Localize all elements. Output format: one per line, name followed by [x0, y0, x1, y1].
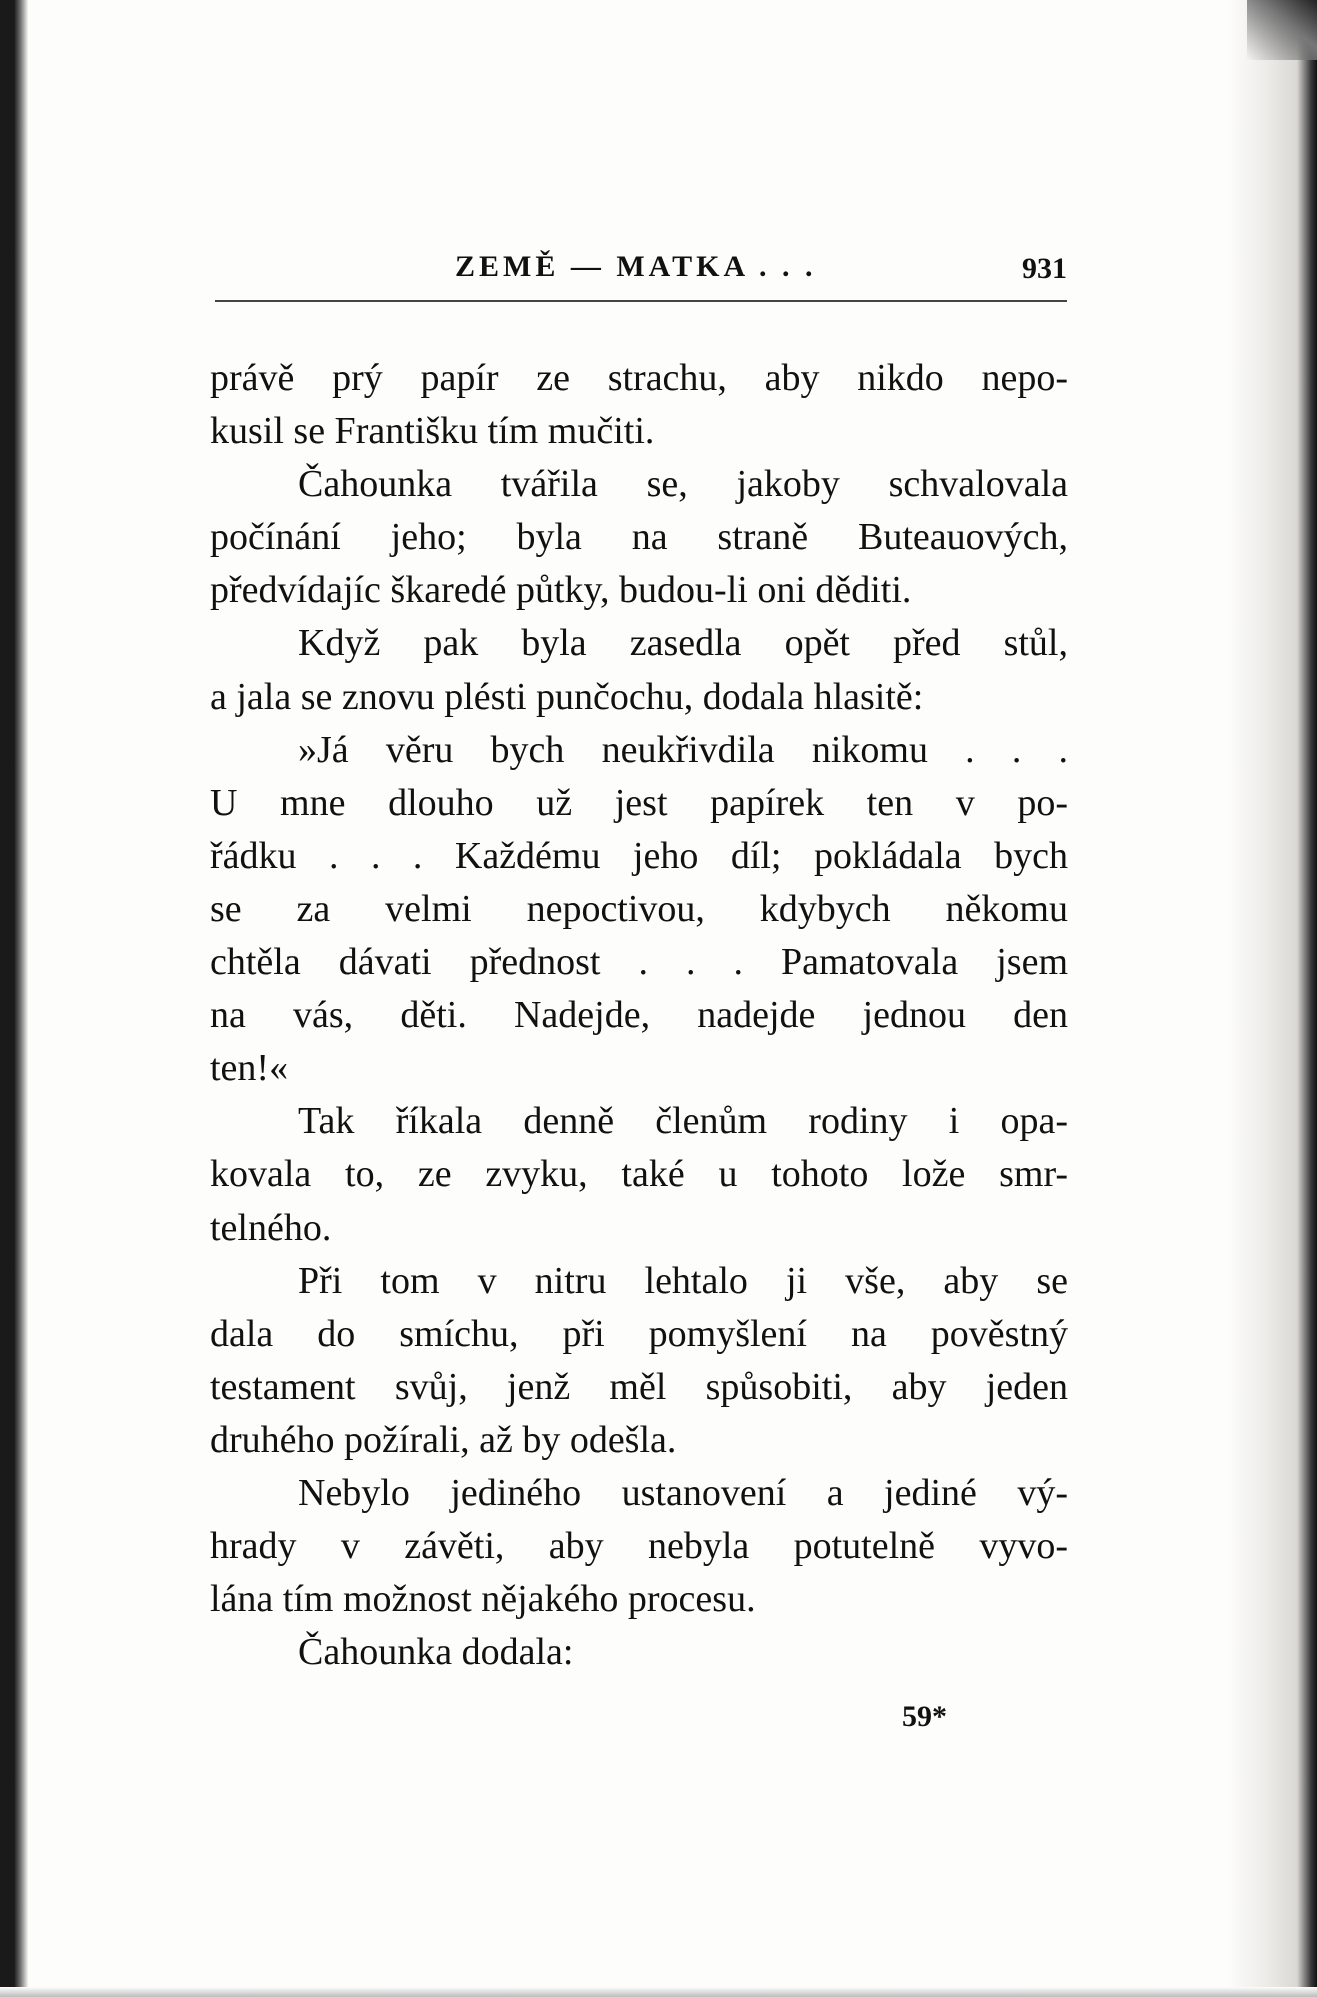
text-line: druhého požírali, až by odešla. — [210, 1418, 677, 1461]
text-line: Čahounka tvářila se, jakoby schvalovala — [298, 463, 1068, 506]
text-line: kovala to, ze zvyku, také u tohoto lože smr- — [210, 1153, 1068, 1196]
text-line: se za velmi nepoctivou, kdybych někomu — [210, 887, 1068, 930]
page-number: 931 — [1022, 252, 1067, 285]
text-line: a jala se znovu plésti punčochu, dodala hlasitě: — [210, 675, 924, 718]
text-line: Při tom v nitru lehtalo ji vše, aby se — [298, 1259, 1068, 1302]
text-line: chtěla dávati přednost . . . Pamatovala jsem — [210, 941, 1068, 984]
page-corner-shadow — [1247, 0, 1317, 60]
page-edge-bottom — [0, 1987, 1317, 1997]
text-line: na vás, děti. Nadejde, nadejde jednou den — [210, 994, 1068, 1037]
text-line: »Já věru bych neukřivdila nikomu . . . — [298, 728, 1068, 771]
text-line: Tak říkala denně členům rodiny i opa- — [298, 1100, 1068, 1143]
text-line: počínání jeho; byla na straně Buteauových, — [210, 516, 1068, 559]
text-line: lána tím možnost nějakého procesu. — [210, 1578, 756, 1621]
running-title: ZEMĚ — MATKA . . . — [455, 250, 817, 283]
page-edge-right — [1227, 0, 1317, 1997]
text-line: kusil se Františku tím mučiti. — [210, 410, 655, 453]
text-line: telného. — [210, 1206, 332, 1249]
page-header — [215, 250, 1067, 290]
page-edge-left — [0, 0, 28, 1997]
text-line: Když pak byla zasedla opět před stůl, — [298, 622, 1068, 665]
text-line: právě prý papír ze strachu, aby nikdo nepo- — [210, 357, 1068, 399]
text-line: Čahounka dodala: — [298, 1631, 574, 1674]
text-line: testament svůj, jenž měl spůsobiti, aby jeden — [210, 1365, 1068, 1408]
header-rule — [215, 300, 1067, 302]
text-line: řádku . . . Každému jeho díl; pokládala bych — [210, 834, 1068, 877]
text-line: U mne dlouho už jest papírek ten v po- — [210, 781, 1068, 824]
signature-mark: 59* — [902, 1700, 947, 1733]
text-line: dala do smíchu, při pomyšlení na pověstný — [210, 1312, 1068, 1355]
text-line: Nebylo jediného ustanovení a jediné vý- — [298, 1471, 1068, 1514]
body-text — [210, 352, 1068, 1679]
text-line: předvídajíc škaredé půtky, budou-li oni děditi. — [210, 569, 912, 612]
text-line: hrady v závěti, aby nebyla potutelně vyvo- — [210, 1525, 1068, 1568]
text-line: ten!« — [210, 1047, 289, 1090]
